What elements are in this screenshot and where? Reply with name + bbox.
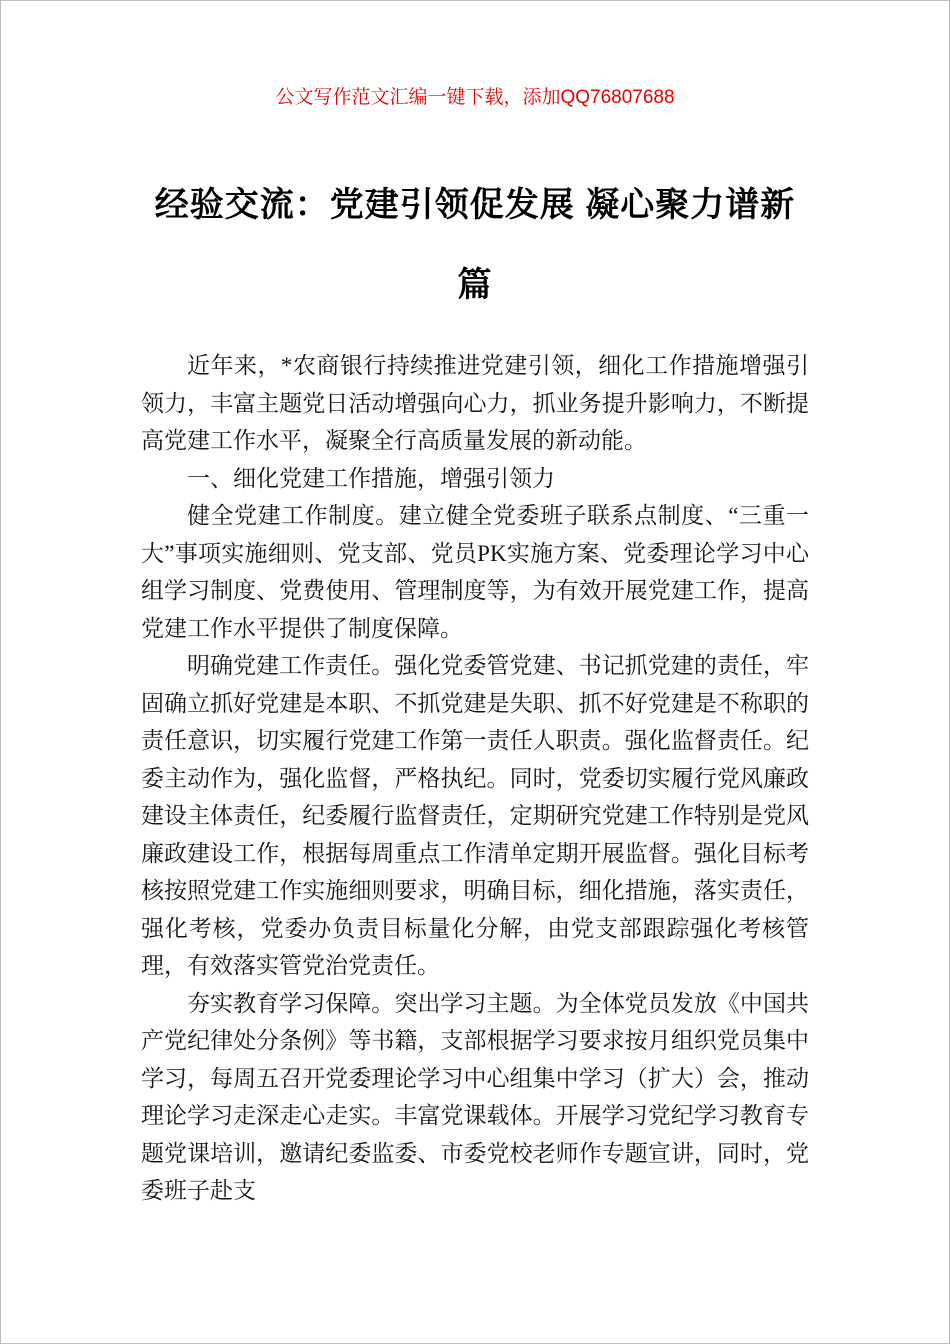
title-line-1: 经验交流：党建引领促发展 凝心聚力谱新 [154,186,796,224]
paragraph-section-heading: 一、细化党建工作措施，增强引领力 [187,465,555,491]
paragraph-system: 健全党建工作制度。建立健全党委班子联系点制度、“三重一大”事项实施细则、党支部、党员PK实施方案、党委理论学习中心组学习制度、党费使用、管理制度等，为有效开展党建工作，提高党建工作水平提供了制度保障。 [141,503,809,641]
paragraph-education: 夯实教育学习保障。突出学习主题。为全体党员发放《中国共产党纪律处分条例》等书籍，支部根据学习要求按月组织党员集中学习，每周五召开党委理论学习中心组集中学习（扩大）会，推动理论学习走深走心走实。丰富党课载体。开展学习党纪学习教育专题党课培训，邀请纪委监委、市委党校老师作专题宣讲，同时，党委班子赴支 [141,990,809,1203]
title-line-2: 篇 [457,266,493,304]
document-body [141,347,809,1210]
paragraph-responsibility: 明确党建工作责任。强化党委管党建、书记抓党建的责任，牢固确立抓好党建是本职、不抓党建是失职、抓不好党建是不称职的责任意识，切实履行党建工作第一责任人职责。强化监督责任。纪委主动作为，强化监督，严格执纪。同时，党委切实履行党风廉政建设主体责任，纪委履行监督责任，定期研究党建工作特别是党风廉政建设工作，根据每周重点工作清单定期开展监督。强化目标考核按照党建工作实施细则要求，明确目标，细化措施，落实责任，强化考核，党委办负责目标量化分解，由党支部跟踪强化考核管理，有效落实管党治党责任。 [141,653,809,978]
document-title [125,165,825,325]
paragraph-intro: 近年来，*农商银行持续推进党建引领，细化工作措施增强引领力，丰富主题党日活动增强向心力，抓业务提升影响力，不断提高党建工作水平，凝聚全行高质量发展的新动能。 [141,353,809,453]
header-notice: 公文写作范文汇编一键下载，添加QQ76807688 [275,87,675,108]
